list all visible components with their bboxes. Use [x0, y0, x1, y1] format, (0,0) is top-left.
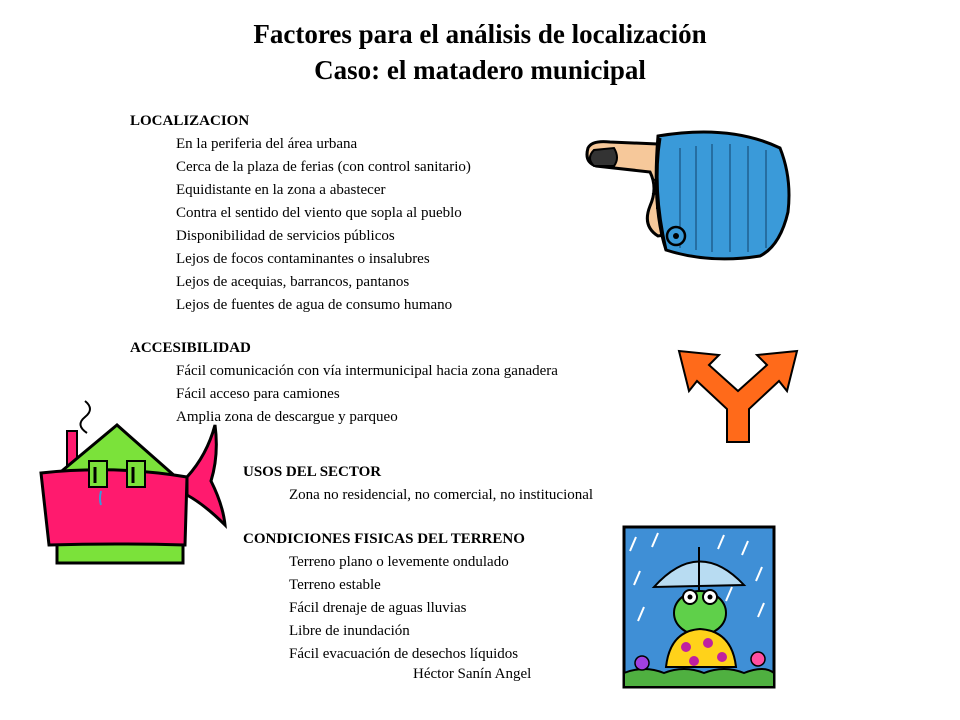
list-item: Libre de inundación — [289, 623, 410, 639]
rain-frog-icon — [624, 527, 774, 687]
list-item: Zona no residencial, no comercial, no institucional — [289, 487, 594, 503]
list-item: Amplia zona de descargue y parqueo — [176, 409, 398, 425]
list-item: Fácil comunicación con vía intermunicipal hacia zona ganadera — [176, 363, 558, 379]
section-heading: CONDICIONES FISICAS DEL TERRENO — [243, 531, 525, 547]
section-localizacion — [130, 110, 471, 317]
list-item: En la periferia del área urbana — [176, 136, 358, 152]
page-subtitle: Caso: el matadero municipal — [314, 55, 646, 85]
section-usos — [243, 461, 593, 507]
list-item: Cerca de la plaza de ferias (con control sanitario) — [176, 159, 471, 175]
section-heading: ACCESIBILIDAD — [130, 340, 251, 356]
list-item: Equidistante en la zona a abastecer — [176, 182, 386, 198]
list-item: Lejos de focos contaminantes o insalubres — [176, 251, 430, 267]
list-item: Fácil acceso para camiones — [176, 386, 340, 402]
list-item: Disponibilidad de servicios públicos — [176, 228, 395, 244]
list-item: Lejos de acequias, barrancos, pantanos — [176, 274, 410, 290]
list-item: Fácil evacuación de desechos líquidos — [289, 646, 519, 662]
section-heading: USOS DEL SECTOR — [243, 464, 382, 480]
page-title: Factores para el análisis de localización — [253, 19, 707, 49]
list-item: Contra el sentido del viento que sopla al pueblo — [176, 205, 462, 221]
pointing-hand-icon — [580, 128, 800, 268]
sick-house-icon — [35, 395, 225, 575]
section-heading: LOCALIZACION — [130, 113, 250, 129]
list-item: Terreno plano o levemente ondulado — [289, 554, 509, 570]
section-condiciones — [243, 528, 525, 666]
list-item: Lejos de fuentes de agua de consumo humano — [176, 297, 453, 313]
list-item: Fácil drenaje de aguas lluvias — [289, 600, 467, 616]
author-credit: Héctor Sanín Angel — [413, 666, 532, 682]
list-item: Terreno estable — [289, 577, 381, 593]
fork-arrow-icon — [677, 345, 799, 442]
